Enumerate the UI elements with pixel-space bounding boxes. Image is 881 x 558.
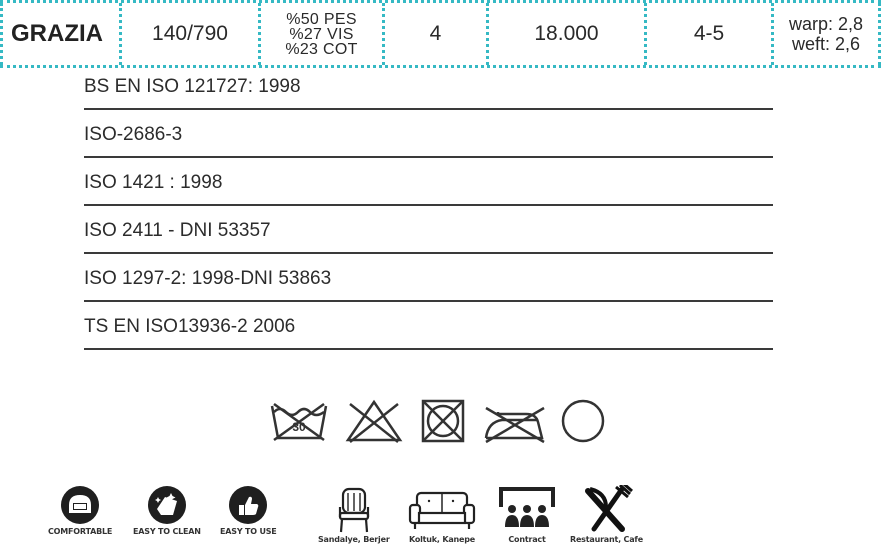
- wash-temp-label: 30: [292, 420, 306, 434]
- feature-sofa: [407, 485, 477, 544]
- no-bleach-icon: [344, 398, 404, 444]
- feature-label: COMFORTABLE: [48, 527, 113, 536]
- composition-cell: [258, 3, 382, 65]
- feature-label: Koltuk, Kanepe: [408, 535, 476, 544]
- feature-label: Contract: [508, 535, 546, 544]
- no-tumble-dry-icon: [420, 398, 466, 444]
- weight-value: 140/790: [119, 3, 258, 65]
- armchair-circle-icon: [60, 485, 100, 525]
- standard-item: ISO 1421 : 1998: [84, 158, 773, 206]
- standard-item: TS EN ISO13936-2 2006: [84, 302, 773, 350]
- standard-item: ISO 2411 - DNI 53357: [84, 206, 773, 254]
- standard-item: ISO-2686-3: [84, 110, 773, 158]
- col4-value: 4: [382, 3, 486, 65]
- composition-line: %50 PES: [286, 10, 357, 28]
- fork-knife-icon: [576, 485, 636, 533]
- feature-restaurant: [570, 485, 643, 544]
- feature-label: Sandalye, Berjer: [318, 535, 390, 544]
- chair-icon: [324, 485, 384, 533]
- warp-value: warp: 2,8: [788, 14, 864, 34]
- feature-easy-to-use: [220, 485, 277, 536]
- feature-label: EASY TO CLEAN: [133, 527, 201, 536]
- col5-value: 18.000: [486, 3, 644, 65]
- dry-clean-icon: [560, 398, 606, 444]
- product-name: GRAZIA: [0, 3, 119, 65]
- care-symbols: [268, 398, 608, 446]
- feature-chair: [318, 485, 390, 544]
- wash-30-crossed-icon: [268, 398, 330, 444]
- audience-screen-icon: [497, 485, 557, 533]
- composition-line: %23 COT: [285, 40, 358, 58]
- sparkle-cloth-icon: [147, 485, 187, 525]
- sofa-icon: [407, 485, 477, 533]
- standards-list: [84, 68, 773, 350]
- feature-comfortable: [48, 485, 112, 536]
- feature-label: EASY TO USE: [220, 527, 277, 536]
- weft-value: weft: 2,6: [791, 34, 861, 54]
- feature-contract: [497, 485, 557, 544]
- thumbs-up-icon: [228, 485, 268, 525]
- product-spec-row: [0, 0, 881, 68]
- feature-easy-to-clean: [133, 485, 201, 536]
- no-iron-icon: [480, 398, 550, 444]
- composition-line: %27 VIS: [289, 25, 354, 43]
- standard-item: ISO 1297-2: 1998-DNI 53863: [84, 254, 773, 302]
- col6-value: 4-5: [644, 3, 771, 65]
- warp-weft-cell: [771, 3, 881, 65]
- feature-icons: [0, 485, 881, 558]
- standard-item: BS EN ISO 121727: 1998: [84, 68, 773, 110]
- feature-label: Restaurant, Cafe: [570, 535, 643, 544]
